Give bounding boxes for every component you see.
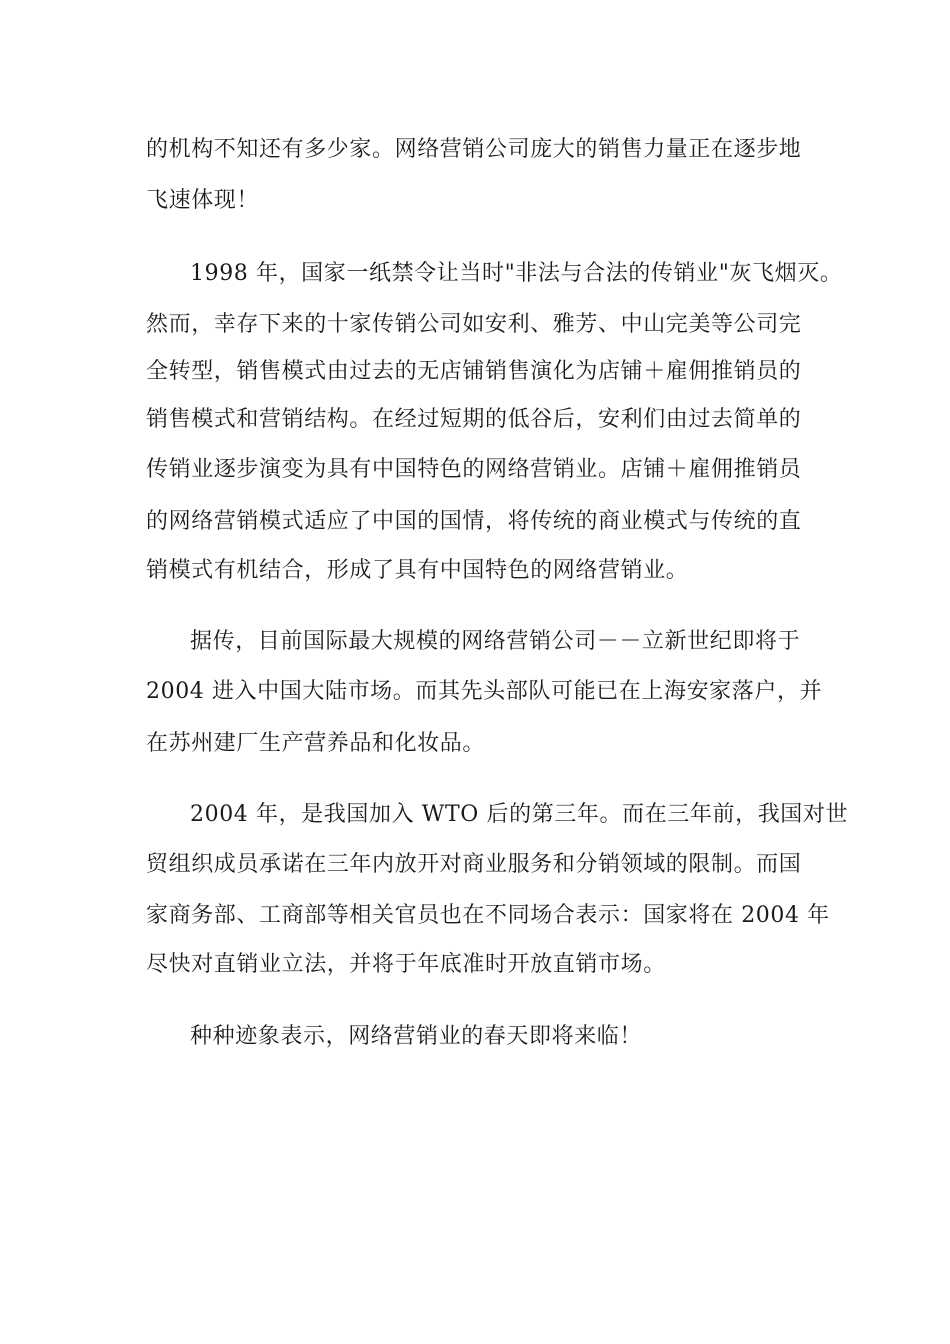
paragraph-4-line-2: 贸组织成员承诺在三年内放开对商业服务和分销领域的限制。而国 bbox=[146, 852, 802, 877]
paragraph-5-line-1: 种种迹象表示，网络营销业的春天即将来临！ bbox=[190, 1024, 643, 1049]
paragraph-2-line-4: 销售模式和营销结构。在经过短期的低谷后，安利们由过去简单的 bbox=[146, 407, 802, 432]
paragraph-2-line-3: 全转型，销售模式由过去的无店铺销售演化为店铺＋雇佣推销员的 bbox=[146, 359, 802, 384]
paragraph-2-line-7: 销模式有机结合，形成了具有中国特色的网络营销业。 bbox=[146, 558, 689, 583]
paragraph-2-line-2: 然而，幸存下来的十家传销公司如安利、雅芳、中山完美等公司完 bbox=[146, 312, 802, 337]
paragraph-4-line-3: 家商务部、工商部等相关官员也在不同场合表示：国家将在 2004 年 bbox=[146, 903, 830, 928]
paragraph-4-line-1: 2004 年，是我国加入 WTO 后的第三年。而在三年前，我国对世 bbox=[190, 802, 849, 827]
paragraph-3-line-1: 据传，目前国际最大规模的网络营销公司－－立新世纪即将于 bbox=[190, 629, 801, 654]
paragraph-1-line-1: 的机构不知还有多少家。网络营销公司庞大的销售力量正在逐步地 bbox=[146, 137, 802, 162]
paragraph-2-line-5: 传销业逐步演变为具有中国特色的网络营销业。店铺＋雇佣推销员 bbox=[146, 457, 802, 482]
paragraph-2-line-1: 1998 年，国家一纸禁令让当时"非法与合法的传销业"灰飞烟灭。 bbox=[190, 261, 843, 286]
paragraph-3-line-2: 2004 进入中国大陆市场。而其先头部队可能已在上海安家落户，并 bbox=[146, 679, 823, 704]
paragraph-4-line-4: 尽快对直销业立法，并将于年底准时开放直销市场。 bbox=[146, 952, 666, 977]
paragraph-2-line-6: 的网络营销模式适应了中国的国情，将传统的商业模式与传统的直 bbox=[146, 509, 802, 534]
paragraph-3-line-3: 在苏州建厂生产营养品和化妆品。 bbox=[146, 731, 486, 756]
paragraph-1-line-2: 飞速体现！ bbox=[146, 188, 260, 213]
